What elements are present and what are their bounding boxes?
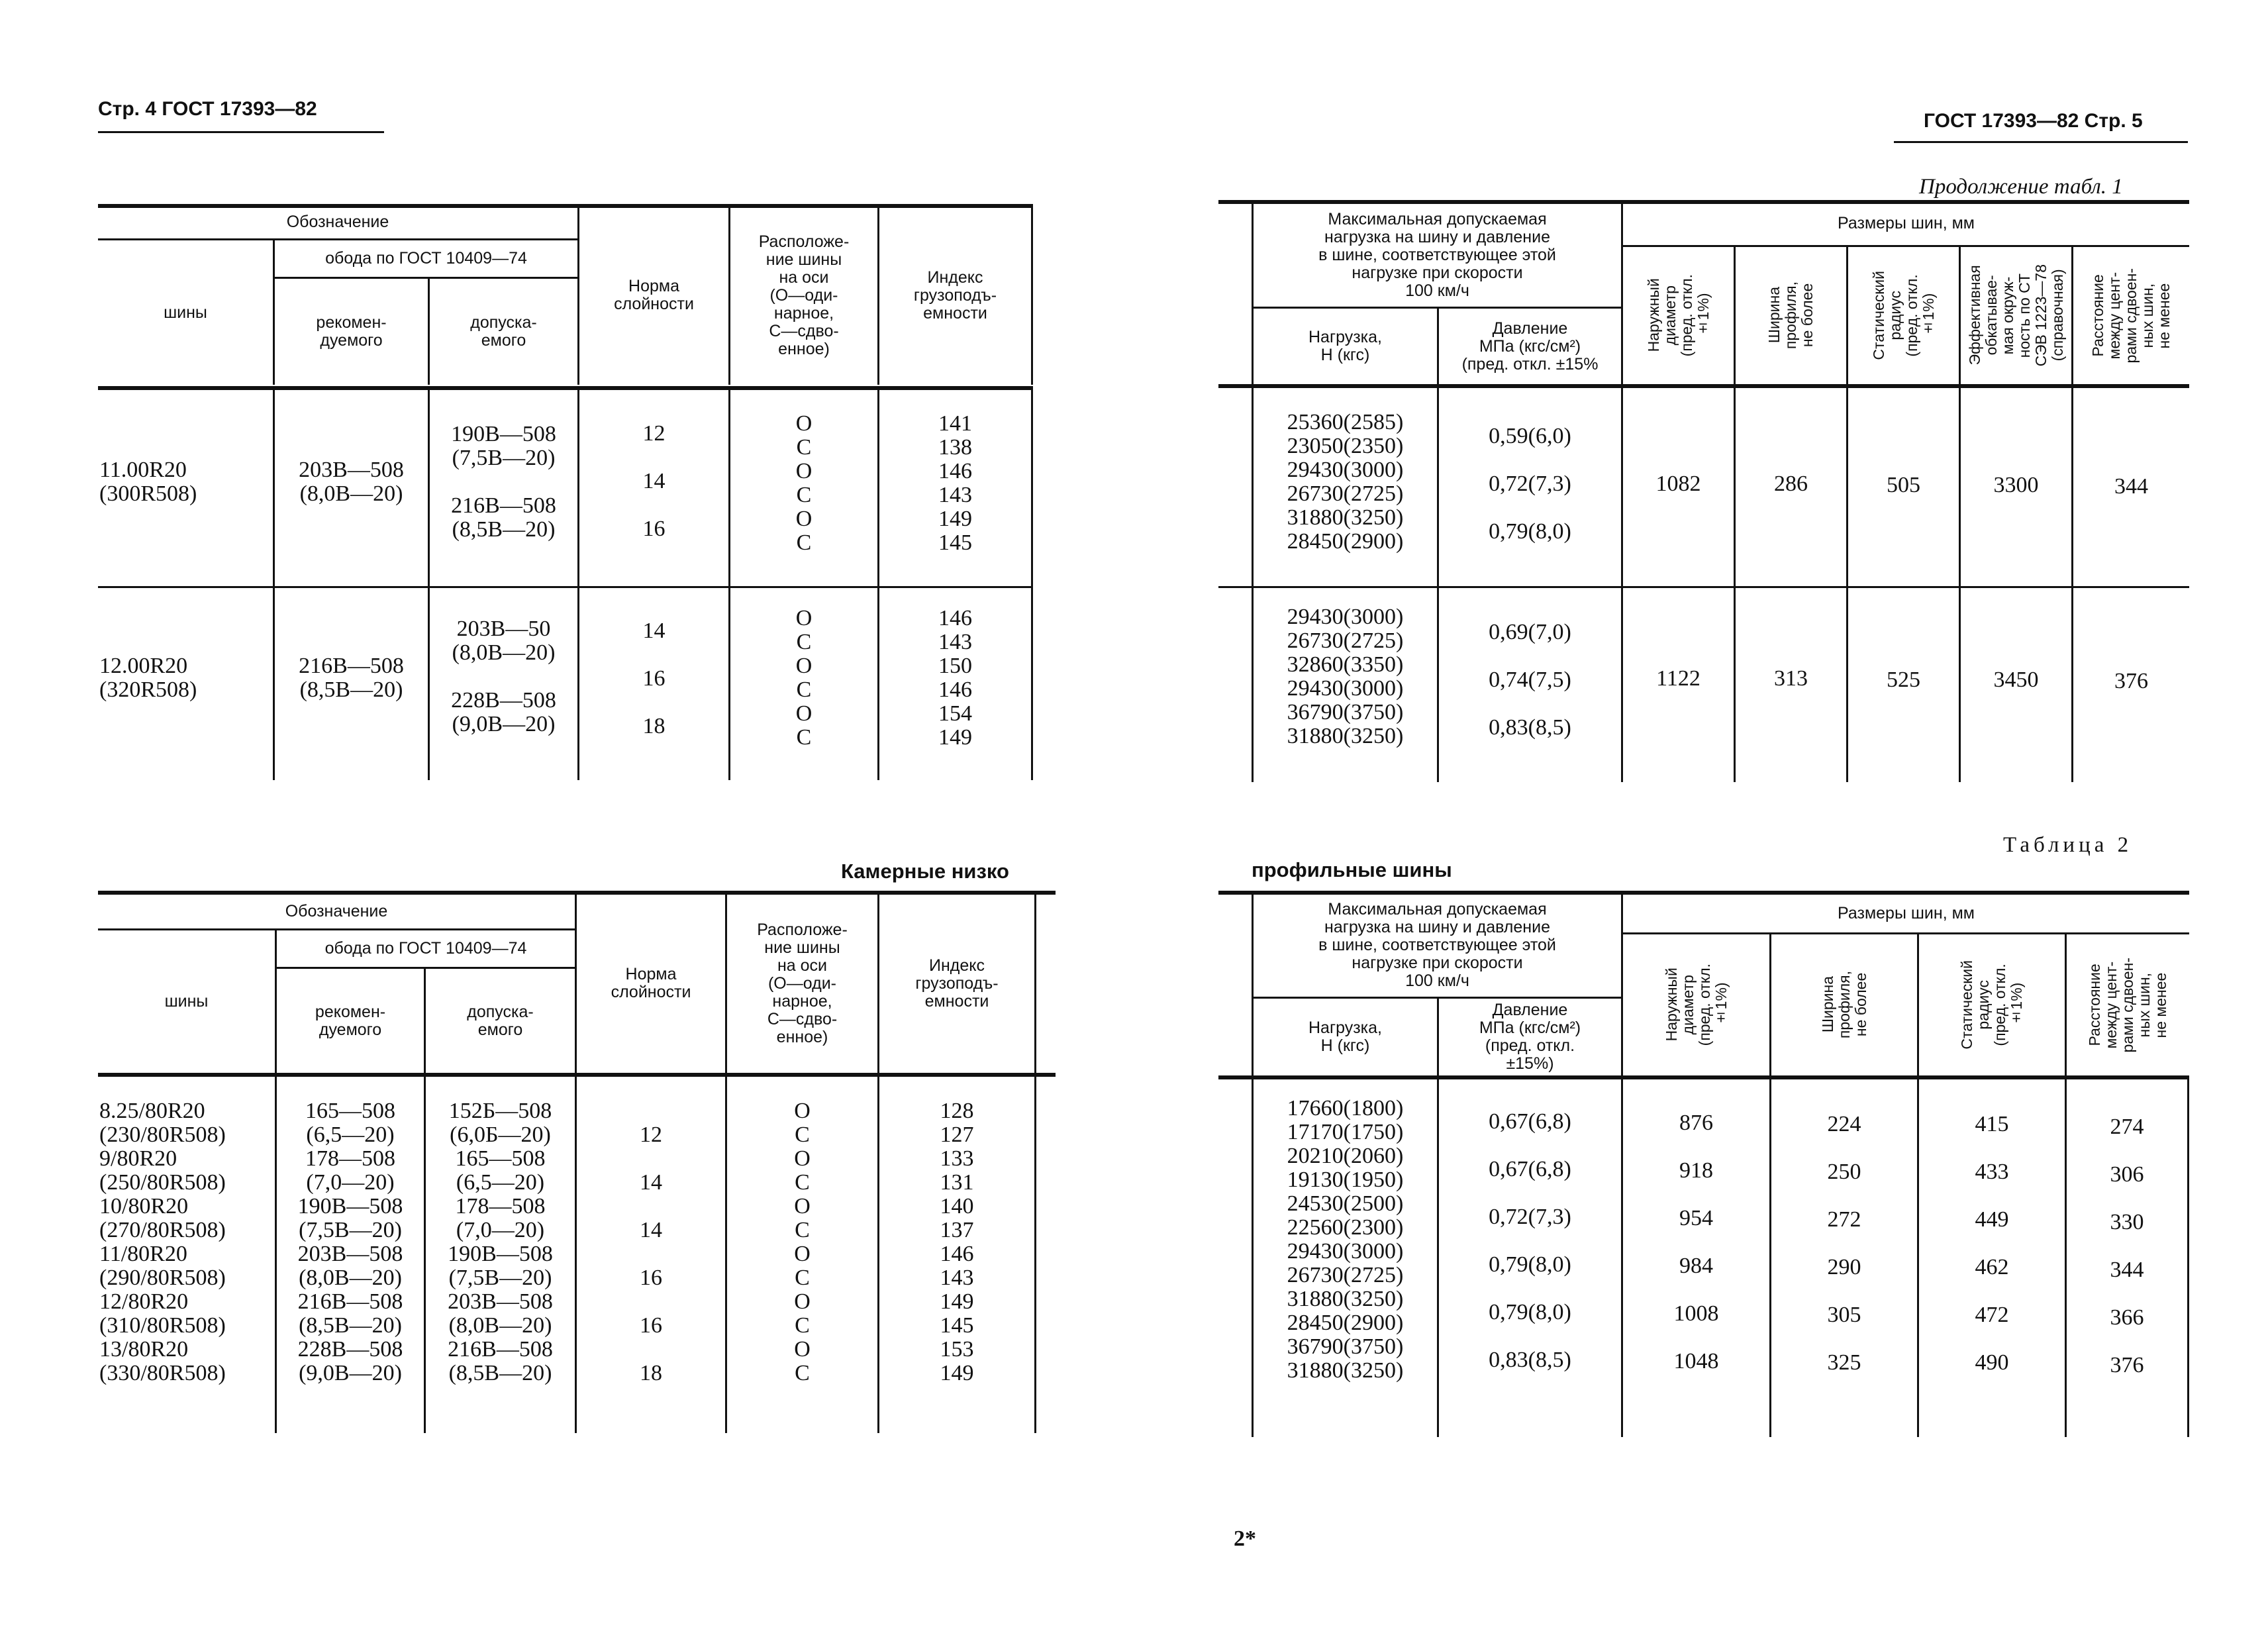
header-distance: Расстояние между цент- рами сдвоен- ных шин, не менее xyxy=(2089,268,2173,364)
page-header-left: Стр. 4 ГОСТ 17393—82 xyxy=(98,98,317,120)
header-ply: Норма слойности xyxy=(614,277,694,313)
t1r-g2-outer-diameter: 1122 xyxy=(1656,666,1701,691)
header-pressure: Давление МПа (кгс/см²) (пред. откл. ±15% xyxy=(1461,319,1599,373)
t2l-recommended-column: 165—508 (6,5—20) 178—508 (7,0—20) 190В—508 (7,5В—20) 203В—508 (8,0В—20) 216В—508 (8,5В—20) 228В—508 (9,0В—20) xyxy=(297,1099,403,1385)
t2l-ply-column: 12 14 14 16 16 18 xyxy=(640,1122,662,1385)
t1r-g2-pressure-2: 0,74(7,5) xyxy=(1489,668,1571,692)
section-title-left: Камерные низко xyxy=(841,860,1009,883)
t2l-index-column: 128 127 133 131 140 137 146 143 149 145 153 149 xyxy=(940,1099,974,1385)
header-position: Расположе- ние шины на оси (О—оди- нарное, С—сдво- енное) xyxy=(758,232,850,358)
t2r-static-radius-column: 415 433 449 462 472 490 xyxy=(1975,1112,2009,1375)
header-load: Нагрузка, Н (кгс) xyxy=(1308,328,1382,364)
t1l-g2-ply-1: 14 xyxy=(642,619,666,643)
header-tire: шины xyxy=(164,303,207,322)
header-width: Ширина профиля, не более xyxy=(1765,281,1816,350)
t2-header-designation: Обозначение xyxy=(285,901,388,921)
t1r-g1-pressure-2: 0,72(7,3) xyxy=(1489,472,1571,496)
t1l-g2-tire: 12.00R20 (320R508) xyxy=(99,654,197,702)
t1l-g2-ply-2: 16 xyxy=(642,666,666,691)
t2l-allowed-column: 152Б—508 (6,0Б—20) 165—508 (6,5—20) 178—508 (7,0—20) 190В—508 (7,5В—20) 203В—508 (8,0В—20) 216В—508 (8,5В—20) xyxy=(448,1099,553,1385)
t1r-g1-width: 286 xyxy=(1774,472,1808,496)
t1r-g2-pressure-1: 0,69(7,0) xyxy=(1489,620,1571,644)
t2-header-max-load: Максимальная допускаемая нагрузка на шину и давление в шине, соответствующее этой нагрузке при скорости 100 км/ч xyxy=(1318,900,1556,990)
header-max-load: Максимальная допускаемая нагрузка на шину и давление в шине, соответствующее этой нагрузке при скорости 100 км/ч xyxy=(1318,210,1556,300)
header-recommended: рекомен- дуемого xyxy=(316,313,387,350)
header-static-radius: Статический радиус (пред. откл. ±1%) xyxy=(1869,271,1937,360)
page-header-right: ГОСТ 17393—82 Стр. 5 xyxy=(1924,110,2143,132)
t2-header-distance: Расстояние между цент- рами сдвоен- ных шин, не менее xyxy=(2086,957,2169,1053)
header-sizes: Размеры шин, мм xyxy=(1838,214,1975,232)
page-signature-mark: 2* xyxy=(1234,1526,1256,1551)
header-allowed: допуска- емого xyxy=(470,313,537,350)
t2-header-tire: шины xyxy=(164,992,209,1011)
t2-header-static-radius: Статический радиус (пред. откл. ±1%) xyxy=(1958,960,2025,1050)
continuation-caption: Продолжение табл. 1 xyxy=(1919,175,2123,199)
header-rule-right xyxy=(1894,141,2188,143)
header-rim-gost: обода по ГОСТ 10409—74 xyxy=(325,248,527,268)
t2l-tire-column: 8.25/80R20 (230/80R508) 9/80R20 (250/80R508) 10/80R20 (270/80R508) 11/80R20 (290/80R508) 12/80R20 (310/80R508) 13/80R20 (330/80R508) xyxy=(99,1099,226,1385)
header-rolling-circumference: Эффективная обкатывае- мая окруж- ность по СТ СЭВ 1223—78 (справочная) xyxy=(1965,264,2066,367)
t1r-g2-pressure-3: 0,83(8,5) xyxy=(1489,715,1571,740)
t1l-g2-index: 146 143 150 146 154 149 xyxy=(938,606,972,750)
t1l-g1-ply-3: 16 xyxy=(642,517,666,541)
table2-label: Таблица 2 xyxy=(2003,833,2133,857)
t2r-width-column: 224 250 272 290 305 325 xyxy=(1827,1112,1861,1375)
t1r-g2-loads: 29430(3000) 26730(2725) 32860(3350) 29430(3000) 36790(3750) 31880(3250) xyxy=(1287,605,1404,748)
header-outer-diameter: Наружный диаметр (пред. откл. ±1%) xyxy=(1644,274,1712,357)
t2-header-sizes: Размеры шин, мм xyxy=(1838,903,1975,922)
t1r-g1-static-radius: 505 xyxy=(1887,473,1920,497)
t1l-g1-recommended: 203В—508 (8,0В—20) xyxy=(299,458,404,506)
t2r-distance-column: 274 306 330 344 366 376 xyxy=(2110,1115,2144,1377)
header-rule-left xyxy=(98,131,384,133)
t1r-g2-width: 313 xyxy=(1774,666,1808,691)
t2r-outer-diameter-column: 876 918 954 984 1008 1048 xyxy=(1673,1111,1719,1373)
t2-header-recommended: рекомен- дуемого xyxy=(315,1002,386,1039)
t2r-loads-column: 17660(1800) 17170(1750) 20210(2060) 19130(1950) 24530(2500) 22560(2300) 29430(3000) 26730(2725) 31880(3250) 28450(2900) 36790(3750) 31880(3250) xyxy=(1287,1096,1404,1383)
t2-header-position: Расположе- ние шины на оси (О—оди- нарное, С—сдво- енное) xyxy=(757,920,848,1046)
t2l-position-column: О С О С О С О С О С О С xyxy=(794,1099,811,1385)
t1r-g1-pressure-3: 0,79(8,0) xyxy=(1489,519,1571,544)
t2-header-ply: Норма слойности xyxy=(611,965,691,1001)
t1l-g2-ply-3: 18 xyxy=(642,714,666,738)
t2-header-pressure: Давление МПа (кгс/см²) (пред. откл. ±15%) xyxy=(1479,1001,1581,1073)
t1l-g1-ply-2: 14 xyxy=(642,469,666,493)
t1l-g1-tire: 11.00R20 (300R508) xyxy=(99,458,197,506)
t1r-g2-distance: 376 xyxy=(2114,669,2148,693)
header-load-index: Индекс грузоподъ- емности xyxy=(913,268,997,323)
t1r-g2-rolling: 3450 xyxy=(1993,668,2039,692)
t1r-g1-loads: 25360(2585) 23050(2350) 29430(3000) 26730(2725) 31880(3250) 28450(2900) xyxy=(1287,410,1404,554)
t1r-g1-outer-diameter: 1082 xyxy=(1655,472,1701,496)
header-designation: Обозначение xyxy=(286,212,389,231)
t1l-g1-index: 141 138 146 143 149 145 xyxy=(938,411,972,555)
t1l-g2-recommended: 216В—508 (8,5В—20) xyxy=(299,654,404,702)
t1l-g1-position: О С О С О С xyxy=(795,411,813,555)
t1l-g1-ply-1: 12 xyxy=(642,421,666,446)
t2-header-width: Ширина профиля, не более xyxy=(1818,971,1869,1039)
t1l-g2-allowed: 203В—50 (8,0В—20) 228В—508 (9,0В—20) xyxy=(451,617,556,736)
t1r-g1-rolling: 3300 xyxy=(1993,473,2039,497)
t2r-pressure-column: 0,67(6,8) 0,67(6,8) 0,72(7,3) 0,79(8,0) 0,79(8,0) 0,83(8,5) xyxy=(1489,1109,1571,1372)
t2-header-allowed: допуска- емого xyxy=(467,1002,534,1039)
t1l-g2-position: О С О С О С xyxy=(795,606,813,750)
t1l-g1-allowed: 190В—508 (7,5В—20) 216В—508 (8,5В—20) xyxy=(451,422,556,542)
t1r-g1-pressure-1: 0,59(6,0) xyxy=(1489,424,1571,448)
t2-header-outer-diameter: Наружный диаметр (пред. откл. ±1%) xyxy=(1662,964,1730,1046)
section-title-right: профильные шины xyxy=(1252,858,1452,881)
t2-header-rim-gost: обода по ГОСТ 10409—74 xyxy=(324,939,527,958)
t1r-g2-static-radius: 525 xyxy=(1887,668,1920,692)
t1r-g1-distance: 344 xyxy=(2114,474,2148,499)
t2-header-load: Нагрузка, Н (кгс) xyxy=(1308,1019,1382,1055)
t2-header-load-index: Индекс грузоподъ- емности xyxy=(915,956,999,1011)
